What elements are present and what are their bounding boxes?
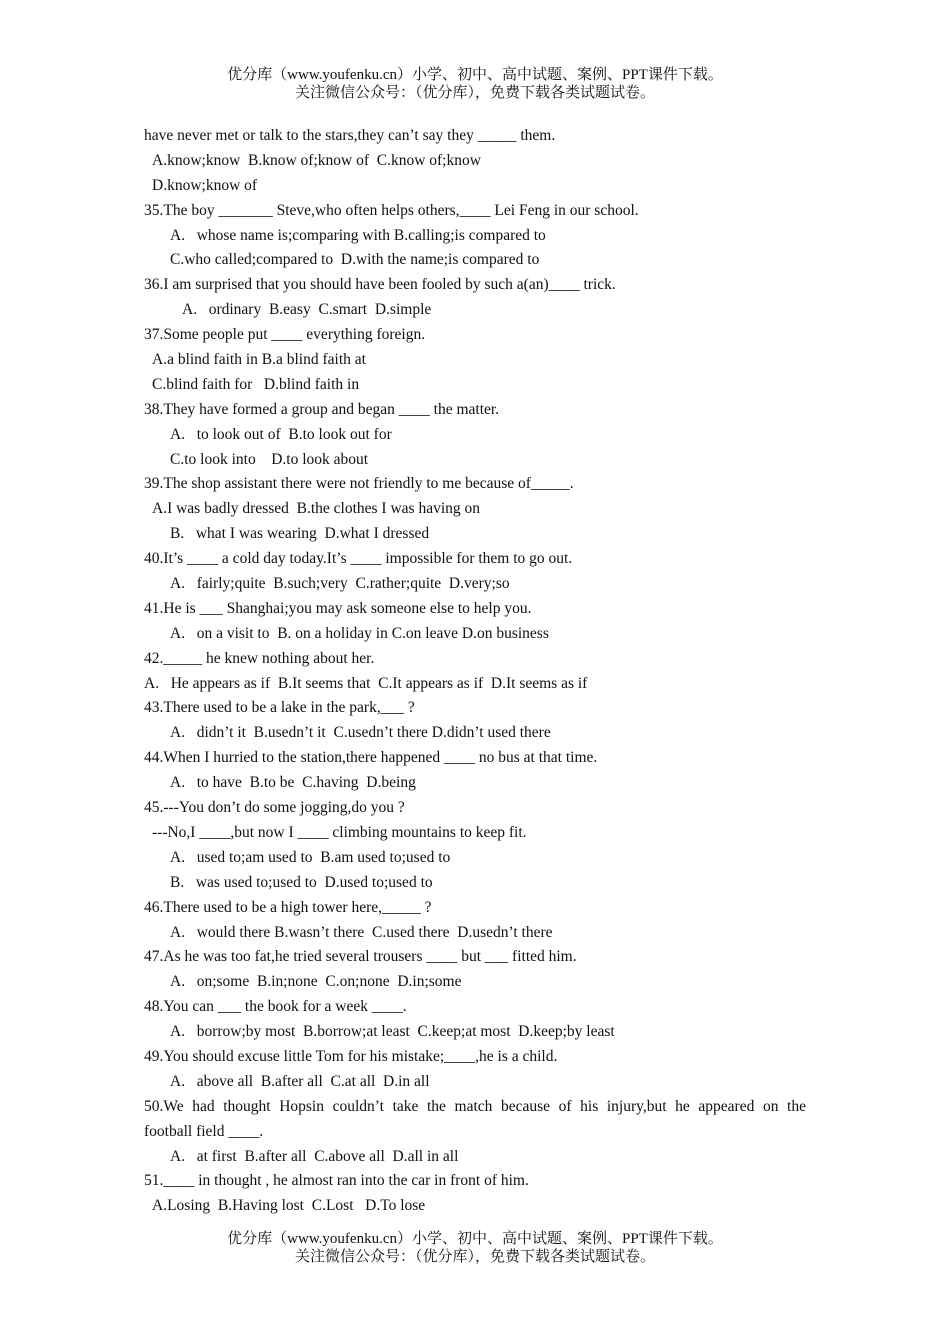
question-41: 41.He is ___ Shanghai;you may ask someone else to help you.: [144, 599, 532, 617]
answer-options: A. to have B.to be C.having D.being: [170, 774, 416, 792]
question-content: [144, 124, 806, 1219]
page-header: [0, 66, 950, 102]
answer-options: A. at first B.after all C.above all D.all in all: [170, 1147, 459, 1165]
question-35: 35.The boy _______ Steve,who often helps others,____ Lei Feng in our school.: [144, 201, 639, 219]
answer-options: A. ordinary B.easy C.smart D.simple: [182, 301, 432, 319]
question-39: 39.The shop assistant there were not friendly to me because of_____.: [144, 475, 574, 493]
answer-options: A. didn’t it B.usedn’t it C.usedn’t there D.didn’t used there: [170, 724, 551, 742]
answer-options: C.blind faith for D.blind faith in: [152, 375, 360, 393]
answer-options: A.know;know B.know of;know of C.know of;know: [152, 151, 481, 169]
answer-options: B. what I was wearing D.what I dressed: [170, 525, 430, 543]
footer-line-1: 优分库（www.youfenku.cn）小学、初中、高中试题、案例、PPT课件下载。: [227, 1231, 723, 1247]
page-footer: [0, 1230, 950, 1266]
answer-options: A. on a visit to B. on a holiday in C.on leave D.on business: [170, 624, 549, 642]
answer-options: D.know;know of: [152, 176, 258, 194]
question-50-continued: football field ____.: [144, 1122, 264, 1140]
question-38: 38.They have formed a group and began ____ the matter.: [144, 400, 500, 418]
question-43: 43.There used to be a lake in the park,___ ?: [144, 699, 415, 717]
footer-line-2: 关注微信公众号：（优分库），免费下载各类试题试卷。: [294, 1249, 655, 1265]
answer-options: C.who called;compared to D.with the name;is compared to: [170, 251, 540, 269]
header-line-1: 优分库（www.youfenku.cn）小学、初中、高中试题、案例、PPT课件下载。: [227, 67, 723, 83]
question-37: 37.Some people put ____ everything foreign.: [144, 326, 426, 344]
answer-options: A. He appears as if B.It seems that C.It appears as if D.It seems as if: [144, 674, 588, 692]
answer-options: A. whose name is;comparing with B.calling;is compared to: [170, 226, 546, 244]
question-45-dialogue: ---No,I ____,but now I ____ climbing mountains to keep fit.: [152, 823, 527, 841]
question-36: 36.I am surprised that you should have been fooled by such a(an)____ trick.: [144, 276, 616, 294]
answer-options: A.I was badly dressed B.the clothes I was having on: [152, 500, 481, 518]
question-47: 47.As he was too fat,he tried several trousers ____ but ___ fitted him.: [144, 948, 577, 966]
answer-options: A. borrow;by most B.borrow;at least C.keep;at most D.keep;by least: [170, 1023, 615, 1041]
answer-options: A. on;some B.in;none C.on;none D.in;some: [170, 973, 462, 991]
answer-options: A. fairly;quite B.such;very C.rather;quite D.very;so: [170, 575, 510, 593]
header-line-2: 关注微信公众号：（优分库），免费下载各类试题试卷。: [294, 85, 655, 101]
answer-options: C.to look into D.to look about: [170, 450, 369, 468]
answer-options: A. would there B.wasn’t there C.used there D.usedn’t there: [170, 923, 553, 941]
answer-options: A.Losing B.Having lost C.Lost D.To lose: [152, 1197, 426, 1215]
question-40: 40.It’s ____ a cold day today.It’s ____ impossible for them to go out.: [144, 550, 573, 568]
answer-options: A.a blind faith in B.a blind faith at: [152, 351, 366, 369]
question-51: 51.____ in thought , he almost ran into the car in front of him.: [144, 1172, 529, 1190]
question-42: 42._____ he knew nothing about her.: [144, 649, 375, 667]
answer-options: A. used to;am used to B.am used to;used to: [170, 848, 451, 866]
question-45: 45.---You don’t do some jogging,do you ?: [144, 799, 405, 817]
answer-options: B. was used to;used to D.used to;used to: [170, 873, 433, 891]
question-text: have never met or talk to the stars,they can’t say they _____ them.: [144, 127, 556, 144]
question-44: 44.When I hurried to the station,there happened ____ no bus at that time.: [144, 749, 598, 767]
question-48: 48.You can ___ the book for a week ____.: [144, 998, 407, 1016]
answer-options: A. to look out of B.to look out for: [170, 425, 392, 443]
question-49: 49.You should excuse little Tom for his mistake;____,he is a child.: [144, 1047, 558, 1065]
answer-options: A. above all B.after all C.at all D.in all: [170, 1072, 430, 1090]
question-46: 46.There used to be a high tower here,_____ ?: [144, 898, 432, 916]
question-50: 50.We had thought Hopsin couldn’t take the match because of his injury,but he appeared on the: [144, 1097, 806, 1115]
